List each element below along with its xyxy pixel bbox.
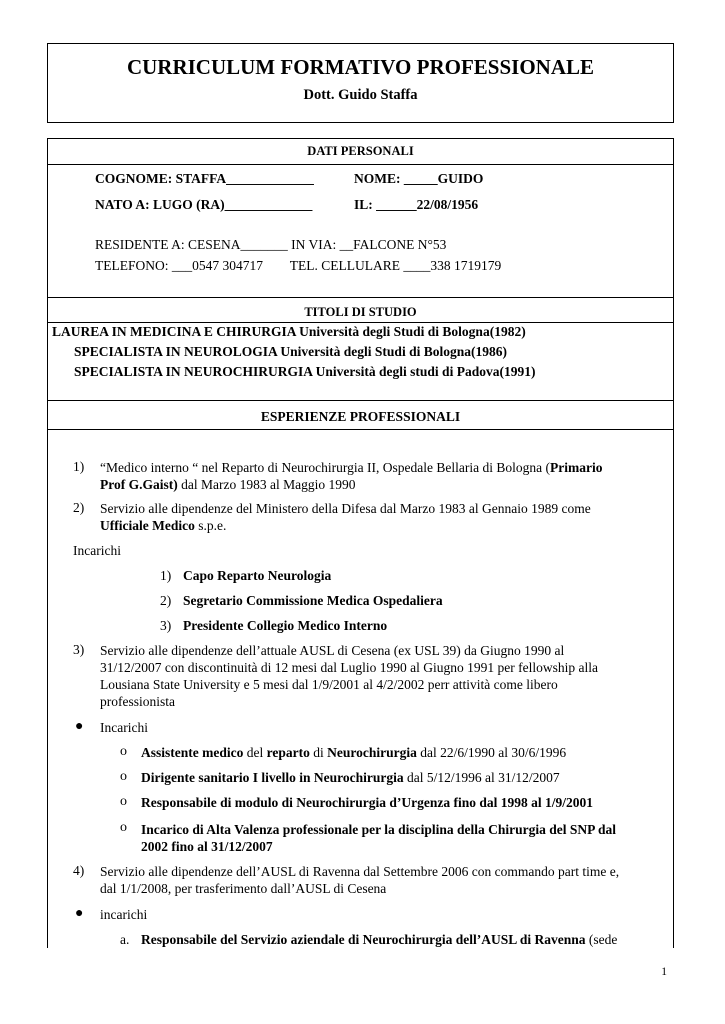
- residence-field: RESIDENTE A: CESENA_______ IN VIA: __FALCONE N°53: [95, 237, 447, 252]
- list-item: Responsabile di modulo di Neurochirurgia d’Urgenza fino dal 1998 al 1/9/2001: [141, 795, 594, 810]
- item-text: “Medico interno “ nel Reparto di Neurochirurgia II, Ospedale Bellaria di Bologna (: [100, 460, 550, 475]
- item-text: Servizio alle dipendenze del Ministero della Difesa dal Marzo 1983 al Gennaio 1989 come: [100, 501, 591, 516]
- cv-table: [47, 138, 674, 948]
- birthdate-field: IL: ______22/08/1956: [354, 197, 479, 212]
- list-number: 1): [160, 568, 172, 583]
- list-item: Capo Reparto Neurologia: [183, 568, 332, 583]
- degree-line: LAUREA IN MEDICINA E CHIRURGIA Università degli Studi di Bologna(1982): [52, 324, 526, 339]
- list-item: Incarichi: [100, 720, 148, 735]
- divider: [48, 400, 673, 401]
- item-text: dal 5/12/1996 al 31/12/2007: [403, 770, 560, 785]
- item-text: dal Marzo 1983 al Maggio 1990: [177, 477, 356, 492]
- list-item: [100, 642, 672, 710]
- item-text-bold: reparto: [266, 745, 310, 760]
- list-number: 3): [73, 642, 85, 657]
- list-item: [100, 459, 672, 493]
- list-number: 1): [73, 459, 85, 474]
- specialization-line: SPECIALISTA IN NEUROLOGIA Università degli Studi di Bologna(1986): [74, 344, 507, 359]
- list-item: [141, 821, 671, 855]
- list-number: 2): [160, 593, 172, 608]
- surname-field: COGNOME: STAFFA_____________: [95, 171, 314, 186]
- section-title-experience: ESPERIENZE PROFESSIONALI: [260, 409, 461, 424]
- page-number: 1: [661, 966, 667, 978]
- list-item: Presidente Collegio Medico Interno: [183, 618, 388, 633]
- document-title: CURRICULUM FORMATIVO PROFESSIONALE: [126, 55, 595, 79]
- item-text-bold: Responsabile del Servizio aziendale di Neurochirurgia dell’AUSL di Ravenna: [141, 932, 586, 947]
- item-text-bold: Incarico di Alta Valenza professionale per la disciplina della Chirurgia del SNP dal: [141, 822, 617, 837]
- circle-bullet-icon: o: [120, 744, 127, 759]
- item-text: dal 22/6/1990 al 30/6/1996: [416, 745, 567, 760]
- item-text: Servizio alle dipendenze dell’attuale AUSL di Cesena (ex USL 39) da Giugno 1990 al: [100, 643, 565, 658]
- list-item: [100, 500, 672, 534]
- item-text-bold: 2002 fino al 31/12/2007: [141, 839, 273, 854]
- item-text: s.p.e.: [194, 518, 227, 533]
- item-text: (sede: [585, 932, 618, 947]
- birthplace-field: NATO A: LUGO (RA)_____________: [95, 197, 313, 212]
- list-item: incarichi: [100, 907, 148, 922]
- list-number: 3): [160, 618, 172, 633]
- divider: [48, 164, 673, 165]
- item-text-bold: Dirigente sanitario I livello in Neurochirurgia: [141, 770, 404, 785]
- specialization-line: SPECIALISTA IN NEUROCHIRURGIA Università degli studi di Padova(1991): [74, 364, 536, 379]
- item-text-bold: Ufficiale Medico: [100, 518, 195, 533]
- author-name: Dott. Guido Staffa: [303, 87, 418, 103]
- phone-field: TELEFONO: ___0547 304717 TEL. CELLULARE ____338 1719179: [95, 258, 502, 273]
- divider: [48, 297, 673, 298]
- item-text: del: [243, 745, 267, 760]
- list-number: 4): [73, 863, 85, 878]
- list-item: [141, 745, 566, 761]
- list-item: [141, 932, 617, 948]
- section-title-studies: TITOLI DI STUDIO: [304, 305, 417, 319]
- list-letter: a.: [120, 932, 130, 947]
- item-text: professionista: [100, 694, 175, 709]
- first-name-field: NOME: _____GUIDO: [354, 171, 484, 186]
- item-text-bold: Assistente medico: [141, 745, 244, 760]
- list-item: Segretario Commissione Medica Ospedaliera: [183, 593, 443, 608]
- bullet-icon: ●: [75, 906, 84, 921]
- list-item: [141, 770, 560, 786]
- title-box: [47, 43, 674, 123]
- item-text: dal 1/1/2008, per trasferimento dall’AUSL di Cesena: [100, 881, 387, 896]
- incarichi-label: Incarichi: [73, 543, 121, 558]
- item-text-bold: Prof G.Gaist): [100, 477, 178, 492]
- item-text-bold: Neurochirurgia: [327, 745, 417, 760]
- divider: [48, 322, 673, 323]
- item-text: Servizio alle dipendenze dell’AUSL di Ravenna dal Settembre 2006 con commando part time e,: [100, 864, 620, 879]
- list-number: 2): [73, 500, 85, 515]
- item-text: Lousiana State University e 5 mesi dal 1/9/2001 al 4/2/2002 perr attività come libero: [100, 677, 558, 692]
- item-text: di: [309, 745, 328, 760]
- item-text-bold: Primario: [549, 460, 603, 475]
- bullet-icon: ●: [75, 719, 84, 734]
- circle-bullet-icon: o: [120, 820, 127, 835]
- section-title-personal: DATI PERSONALI: [307, 144, 414, 158]
- circle-bullet-icon: o: [120, 769, 127, 784]
- circle-bullet-icon: o: [120, 794, 127, 809]
- divider: [48, 429, 673, 430]
- item-text: 31/12/2007 con discontinuità di 12 mesi dal Luglio 1990 al Giugno 1991 per fellowship alla: [100, 660, 598, 675]
- list-item: [100, 863, 672, 897]
